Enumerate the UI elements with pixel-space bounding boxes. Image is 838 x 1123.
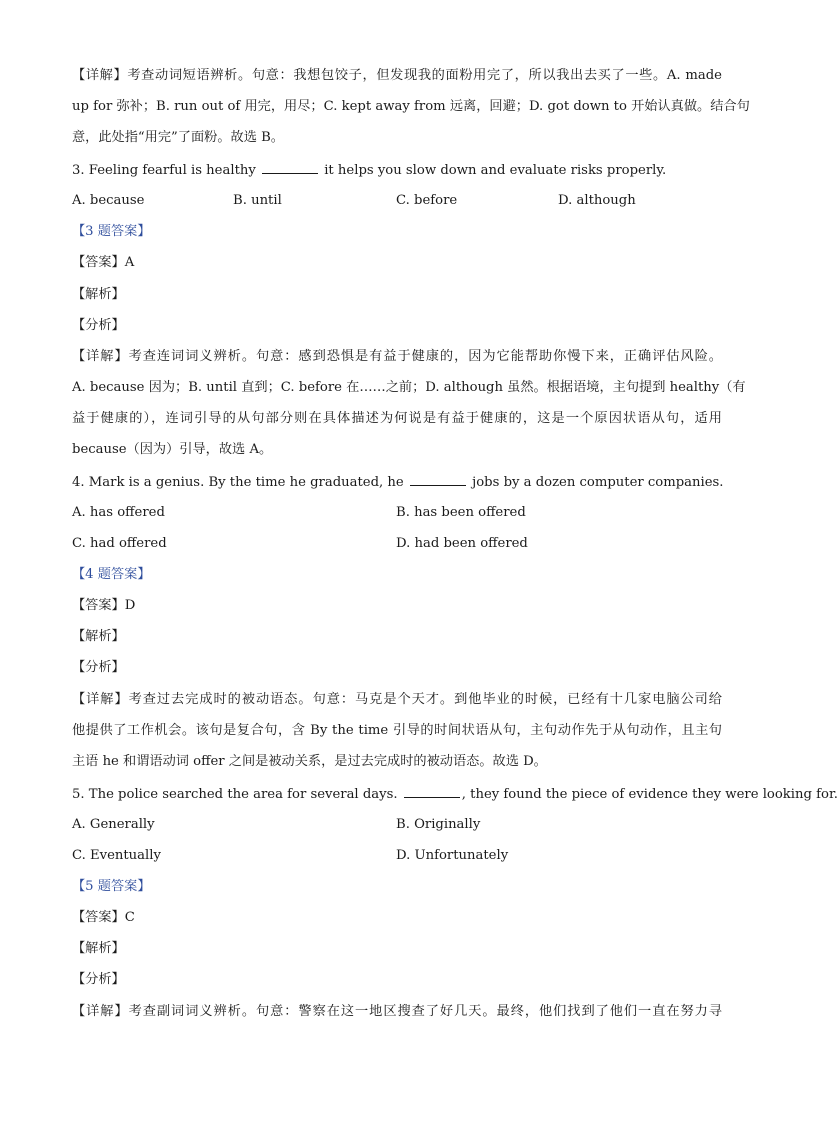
q3-fenxi-label: 【分析】 xyxy=(72,318,125,333)
q5-stem xyxy=(72,784,838,805)
q3-blank xyxy=(262,160,318,174)
q5-answer-header: 【5 题答案】 xyxy=(72,879,151,894)
q4-answer: 【答案】D xyxy=(72,598,136,613)
q5-option-d: D. Unfortunately xyxy=(396,848,509,863)
q3-detail-line-4: because（因为）引导，故选 A。 xyxy=(72,442,273,457)
q4-option-a: A. has offered xyxy=(72,505,165,520)
q2-detail-line-3: 意，此处指“用完”了面粉。故选 B。 xyxy=(72,130,284,145)
q4-stem-before: 4. Mark is a genius. By the time he graduated, he xyxy=(72,475,404,490)
q4-detail-line-1: 【详解】考查过去完成时的被动语态。句意：马克是个天才。到他毕业的时候，已经有十几家电脑公司给 xyxy=(72,692,722,707)
q5-option-c: C. Eventually xyxy=(72,848,161,863)
q5-option-a: A. Generally xyxy=(72,817,155,832)
q4-detail-line-3: 主语 he 和谓语动词 offer 之间是被动关系，是过去完成时的被动语态。故选 D。 xyxy=(72,754,547,769)
q3-detail-line-2: A. because 因为；B. until 直到；C. before 在……之前；D. although 虽然。根据语境，主句提到 healthy（有 xyxy=(72,380,746,395)
q3-detail-line-3: 益于健康的），连词引导的从句部分则在具体描述为何说是有益于健康的，这是一个原因状语从句，适用 xyxy=(72,411,722,426)
q5-analysis-label: 【解析】 xyxy=(72,941,125,956)
q4-analysis-label: 【解析】 xyxy=(72,629,125,644)
q3-option-a: A. because xyxy=(72,193,145,208)
q4-stem-after: jobs by a dozen computer companies. xyxy=(472,475,724,490)
q3-analysis-label: 【解析】 xyxy=(72,287,125,302)
q4-answer-header: 【4 题答案】 xyxy=(72,567,151,582)
q4-fenxi-label: 【分析】 xyxy=(72,660,125,675)
q4-option-c: C. had offered xyxy=(72,536,167,551)
q5-stem-before: 5. The police searched the area for several days. xyxy=(72,787,398,802)
q5-detail-line-1: 【详解】考查副词词义辨析。句意：警察在这一地区搜查了好几天。最终，他们找到了他们一直在努力寻 xyxy=(72,1004,722,1019)
q3-option-c: C. before xyxy=(396,193,458,208)
q4-option-d: D. had been offered xyxy=(396,536,528,551)
q3-option-b: B. until xyxy=(233,193,282,208)
q3-stem-before: 3. Feeling fearful is healthy xyxy=(72,163,256,178)
q5-fenxi-label: 【分析】 xyxy=(72,972,125,987)
q3-answer: 【答案】A xyxy=(72,255,135,270)
q3-option-d: D. although xyxy=(558,193,636,208)
q4-option-b: B. has been offered xyxy=(396,505,526,520)
q4-detail-line-2: 他提供了工作机会。该句是复合句，含 By the time 引导的时间状语从句，主句动作先于从句动作，且主句 xyxy=(72,723,722,738)
q5-blank xyxy=(404,784,460,798)
q5-option-b: B. Originally xyxy=(396,817,481,832)
q3-stem xyxy=(72,160,666,181)
q2-detail-line-2: up for 弥补；B. run out of 用完，用尽；C. kept away from 远离，回避；D. got down to 开始认真做。结合句 xyxy=(72,99,750,114)
q2-detail-line-1: 【详解】考查动词短语辨析。句意：我想包饺子，但发现我的面粉用完了，所以我出去买了一些。A. made xyxy=(72,68,722,83)
q4-stem xyxy=(72,472,724,493)
q3-detail-line-1: 【详解】考查连词词义辨析。句意：感到恐惧是有益于健康的，因为它能帮助你慢下来，正确评估风险。 xyxy=(72,349,722,364)
q5-answer: 【答案】C xyxy=(72,910,135,925)
q4-blank xyxy=(410,472,466,486)
q5-stem-after: , they found the piece of evidence they were looking for. xyxy=(461,787,838,802)
q3-answer-header: 【3 题答案】 xyxy=(72,224,151,239)
q3-stem-after: it helps you slow down and evaluate risks properly. xyxy=(324,163,667,178)
